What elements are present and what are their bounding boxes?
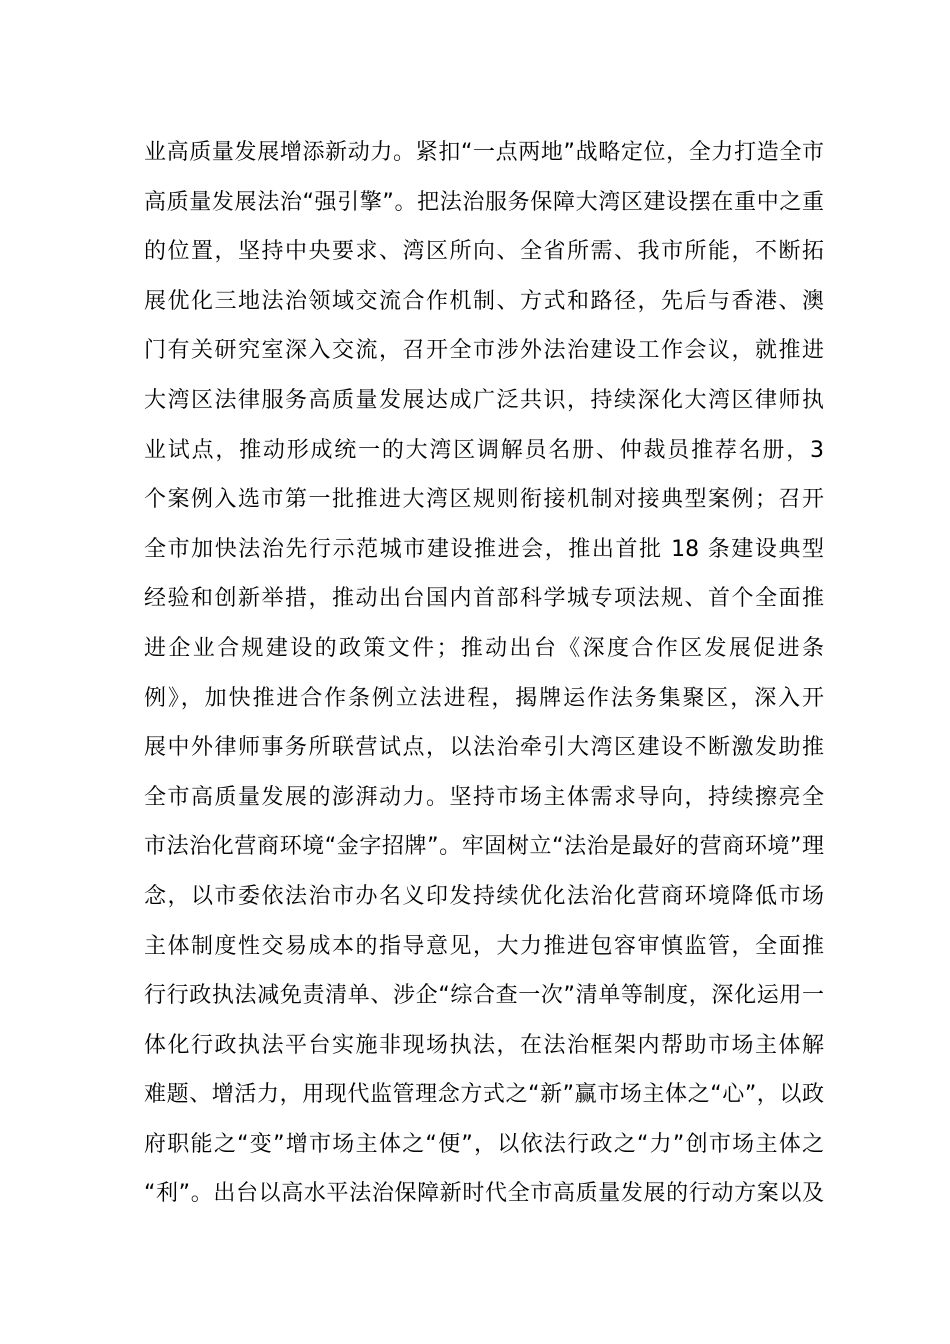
text-line: 高质量发展法治“强引擎”。把法治服务保障大湾区建设摆在重中之重 [144, 189, 824, 215]
text-line: 业试点，推动形成统一的大湾区调解员名册、仲裁员推荐名册，3 [144, 437, 824, 463]
text-line: 府职能之“变”增市场主体之“便”，以依法行政之“力”创市场主体之 [144, 1131, 824, 1157]
text-line: 市法治化营商环境“金字招牌”。牢固树立“法治是最好的营商环境”理 [144, 834, 824, 860]
text-line: 体化行政执法平台实施非现场执法，在法治框架内帮助市场主体解 [144, 1032, 824, 1058]
text-line: 难题、增活力，用现代监管理念方式之“新”赢市场主体之“心”，以政 [144, 1082, 824, 1108]
text-line: 经验和创新举措，推动出台国内首部科学城专项法规、首个全面推 [144, 586, 824, 612]
text-line: 的位置，坚持中央要求、湾区所向、全省所需、我市所能，不断拓 [144, 239, 824, 265]
text-line: 全市高质量发展的澎湃动力。坚持市场主体需求导向，持续擦亮全 [144, 784, 824, 810]
text-line: 个案例入选市第一批推进大湾区规则衔接机制对接典型案例；召开 [144, 487, 824, 513]
text-line: 例》，加快推进合作条例立法进程，揭牌运作法务集聚区，深入开 [144, 685, 824, 711]
text-line: 行行政执法减免责清单、涉企“综合查一次”清单等制度，深化运用一 [144, 983, 824, 1009]
text-line: “利”。出台以高水平法治保障新时代全市高质量发展的行动方案以及 [144, 1181, 824, 1207]
text-line: 展优化三地法治领域交流合作机制、方式和路径，先后与香港、澳 [144, 288, 824, 314]
text-line: 业高质量发展增添新动力。紧扣“一点两地”战略定位，全力打造全市 [144, 140, 824, 165]
text-line: 进企业合规建设的政策文件；推动出台《深度合作区发展促进条 [144, 635, 824, 661]
text-line: 念，以市委依法治市办名义印发持续优化法治化营商环境降低市场 [144, 883, 824, 909]
text-line: 展中外律师事务所联营试点，以法治牵引大湾区建设不断激发助推 [144, 735, 824, 761]
text-line: 大湾区法律服务高质量发展达成广泛共识，持续深化大湾区律师执 [144, 387, 824, 413]
text-line: 门有关研究室深入交流，召开全市涉外法治建设工作会议，就推进 [144, 338, 824, 364]
text-line: 主体制度性交易成本的指导意见，大力推进包容审慎监管，全面推 [144, 933, 824, 959]
body-text [144, 128, 824, 1219]
text-line: 全市加快法治先行示范城市建设推进会，推出首批 18 条建设典型 [144, 536, 824, 562]
